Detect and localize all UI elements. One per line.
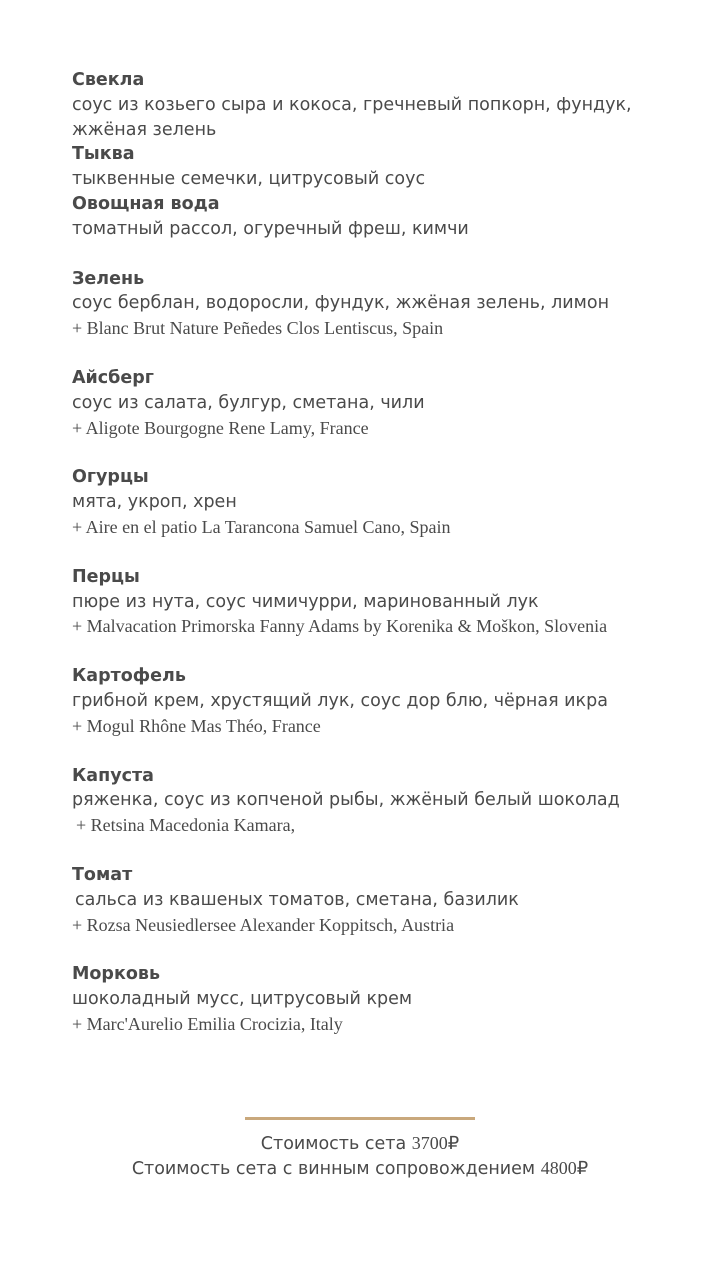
wine-pairing: + Aire en el patio La Tarancona Samuel Cano, Spain [72, 516, 451, 537]
menu-dish [72, 764, 692, 838]
dish-description: грибной крем, хрустящий лук, соус дор блю, чёрная икра [72, 690, 608, 711]
dish-title: Айсберг [72, 367, 154, 388]
menu-course-group [72, 764, 692, 838]
menu-course-group [72, 267, 692, 341]
dish-description: ряженка, соус из копченой рыбы, жжёный белый шоколад [72, 790, 620, 811]
menu-dish [72, 68, 692, 142]
wine-pairing: + Aligote Bourgogne Rene Lamy, France [72, 417, 369, 438]
menu-dish [72, 366, 692, 440]
menu-course-group [72, 68, 692, 242]
tasting-menu [72, 68, 692, 1062]
wine-pairing: + Rozsa Neusiedlersee Alexander Koppitsch, Austria [72, 914, 455, 935]
wine-pairing: + Blanc Brut Nature Peñedes Clos Lentiscus, Spain [72, 318, 444, 339]
menu-dish [72, 142, 692, 192]
menu-dish [72, 565, 692, 639]
wine-pairing: + Marc'Aurelio Emilia Crocizia, Italy [72, 1013, 343, 1034]
menu-course-group [72, 863, 692, 937]
dish-title: Перцы [72, 566, 140, 587]
divider-line [245, 1117, 475, 1120]
wine-set-price-label: Стоимость сета с винным сопровождением [131, 1159, 536, 1179]
dish-title: Морковь [72, 964, 161, 985]
set-price-line [0, 1131, 720, 1157]
menu-course-group [72, 465, 692, 539]
dish-description: соус из козьего сыра и кокоса, гречневый попкорн, фундук, жжёная зелень [72, 94, 632, 140]
menu-course-group [72, 565, 692, 639]
menu-dish [72, 664, 692, 738]
wine-pairing: + Mogul Rhône Mas Théo, France [72, 715, 321, 736]
wine-pairing: + Malvacation Primorska Fanny Adams by Korenika & Moškon, Slovenia [72, 616, 608, 637]
dish-description: мята, укроп, хрен [72, 492, 237, 513]
set-price-amount: 3700₽ [411, 1133, 460, 1153]
set-price-label: Стоимость сета [260, 1134, 407, 1154]
menu-dish [72, 267, 692, 341]
dish-description: соус берблан, водоросли, фундук, жжёная зелень, лимон [72, 293, 610, 314]
dish-title: Капуста [72, 765, 154, 786]
menu-course-group [72, 366, 692, 440]
dish-title: Тыква [72, 144, 135, 165]
dish-description: томатный рассол, огуречный фреш, кимчи [72, 218, 469, 239]
dish-title: Картофель [72, 666, 186, 687]
menu-dish [72, 465, 692, 539]
menu-course-group [72, 962, 692, 1036]
dish-description: пюре из нута, соус чимичурри, маринованный лук [72, 591, 539, 612]
menu-dish [72, 192, 692, 242]
menu-dish [72, 962, 692, 1036]
wine-set-price-line [0, 1156, 720, 1182]
menu-course-group [72, 664, 692, 738]
dish-description: тыквенные семечки, цитрусовый соус [72, 169, 426, 190]
dish-title: Томат [72, 864, 133, 885]
dish-description: шоколадный мусс, цитрусовый крем [72, 989, 413, 1010]
dish-title: Овощная вода [72, 193, 220, 214]
dish-title: Свекла [72, 70, 145, 90]
dish-description: сальса из квашеных томатов, сметана, базилик [75, 889, 519, 910]
wine-set-price-amount: 4800₽ [540, 1158, 589, 1178]
wine-pairing: + Retsina Macedonia Kamara, [76, 815, 296, 836]
dish-title: Зелень [72, 268, 145, 289]
menu-dish [72, 863, 692, 937]
dish-title: Огурцы [72, 467, 149, 488]
dish-description: соус из салата, булгур, сметана, чили [72, 392, 425, 413]
